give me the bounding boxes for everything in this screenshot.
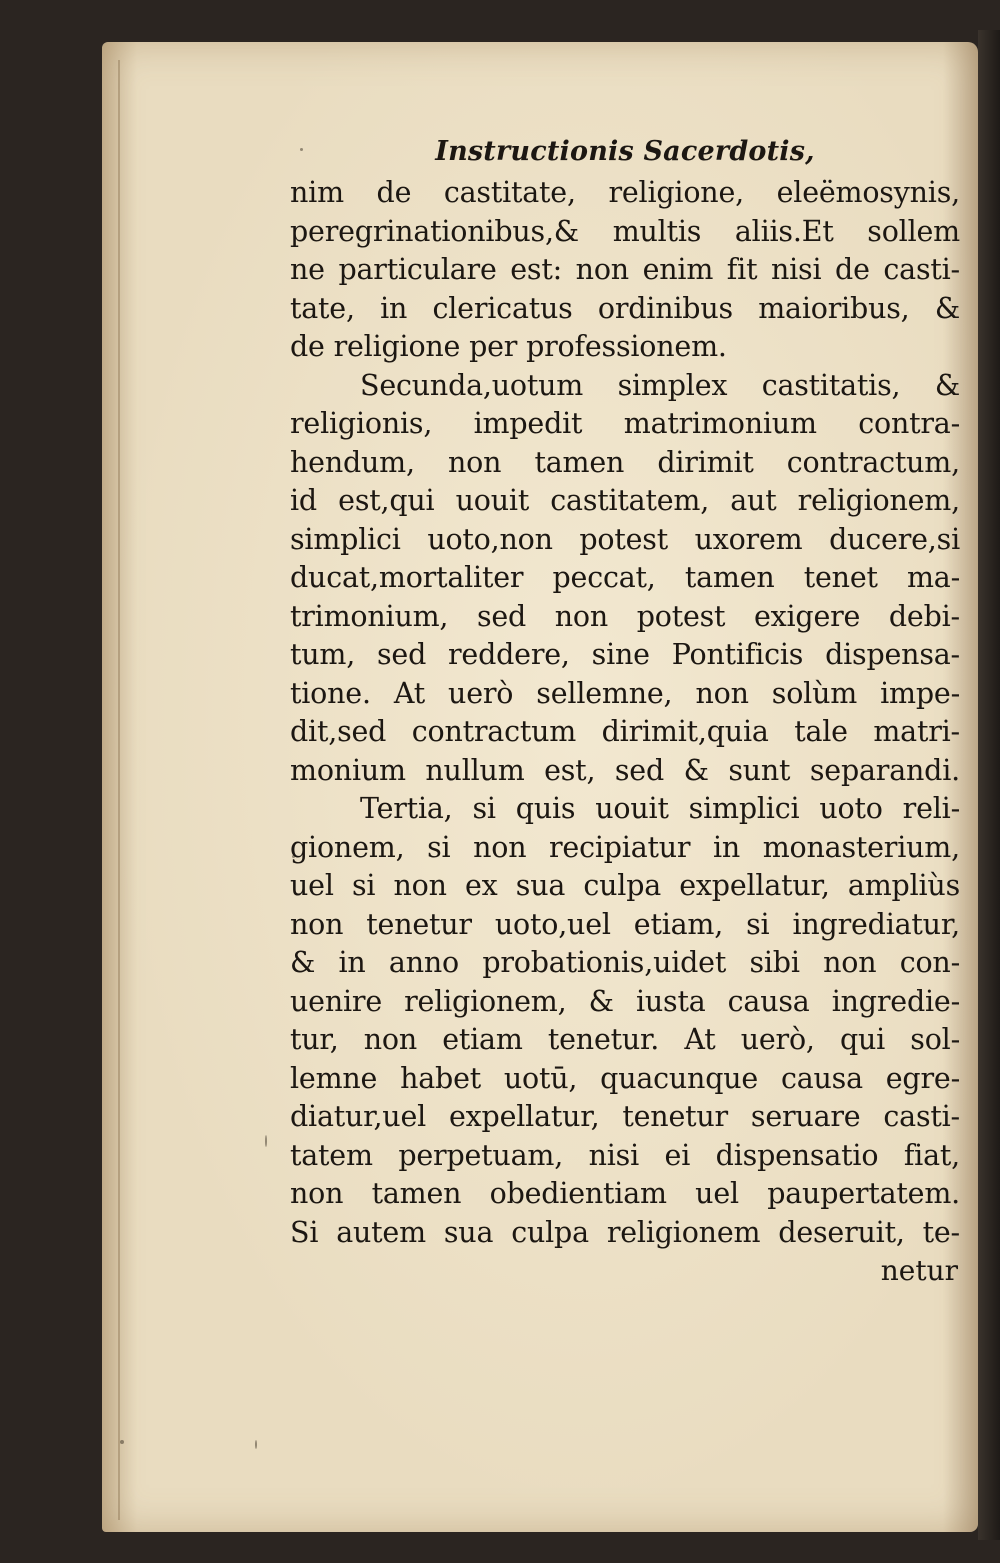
- text-line: simplici uoto,non potest uxorem ducere,si: [290, 522, 960, 556]
- text-line: id est,qui uouit castitatem, aut religionem,: [290, 484, 960, 517]
- text-line: non tenetur uoto,uel etiam, si ingrediatur,: [290, 907, 960, 941]
- book-edge: [978, 30, 1000, 1540]
- running-head: Instructionis Sacerdotis,: [435, 136, 815, 167]
- catchword: netur: [880, 1254, 958, 1287]
- text-line: peregrinationibus,& multis aliis.Et sollem: [290, 214, 960, 248]
- text-line: monium nullum est, sed & sunt separandi.: [290, 753, 960, 787]
- text-line: non tamen obedientiam uel paupertatem.: [290, 1177, 960, 1210]
- text-line: tur, non etiam tenetur. At uerò, qui sol-: [290, 1023, 960, 1056]
- text-line: uenire religionem, & iusta causa ingredie-: [290, 984, 960, 1018]
- text-line: tatem perpetuam, nisi ei dispensatio fiat,: [290, 1138, 960, 1172]
- text-line: ducat,mortaliter peccat, tamen tenet ma-: [290, 561, 960, 594]
- text-line: dit,sed contractum dirimit,quia tale matri-: [290, 715, 960, 748]
- text-line: nim de castitate, religione, eleëmosynis,: [290, 176, 960, 209]
- text-line: tate, in clericatus ordinibus maioribus, &: [290, 291, 960, 325]
- text-line: ne particulare est: non enim fit nisi de casti-: [290, 253, 960, 286]
- text-line: Si autem sua culpa religionem deseruit, te-: [290, 1215, 960, 1249]
- text-line: Tertia, si quis uouit simplici uoto reli-: [360, 792, 960, 825]
- text-line: de religione per professionem.: [290, 330, 727, 363]
- text-block: [290, 130, 960, 1290]
- text-line: lemne habet uotū, quacunque causa egre-: [290, 1061, 960, 1095]
- text-line: diatur,uel expellatur, tenetur seruare casti-: [290, 1100, 960, 1133]
- text-line: gionem, si non recipiatur in monasterium,: [290, 830, 960, 864]
- text-line: uel si non ex sua culpa expellatur, ampliùs: [290, 869, 960, 902]
- gutter-shadow: [118, 60, 120, 1520]
- text-line: & in anno probationis,uidet sibi non con-: [290, 946, 960, 979]
- text-line: trimonium, sed non potest exigere debi-: [290, 599, 960, 633]
- text-line: hendum, non tamen dirimit contractum,: [290, 445, 960, 479]
- text-line: tione. At uerò sellemne, non solùm impe-: [290, 676, 960, 710]
- text-line: religionis, impedit matrimonium contra-: [290, 407, 960, 440]
- text-line: Secunda,uotum simplex castitatis, &: [360, 368, 960, 402]
- text-line: tum, sed reddere, sine Pontificis dispensa-: [290, 638, 960, 671]
